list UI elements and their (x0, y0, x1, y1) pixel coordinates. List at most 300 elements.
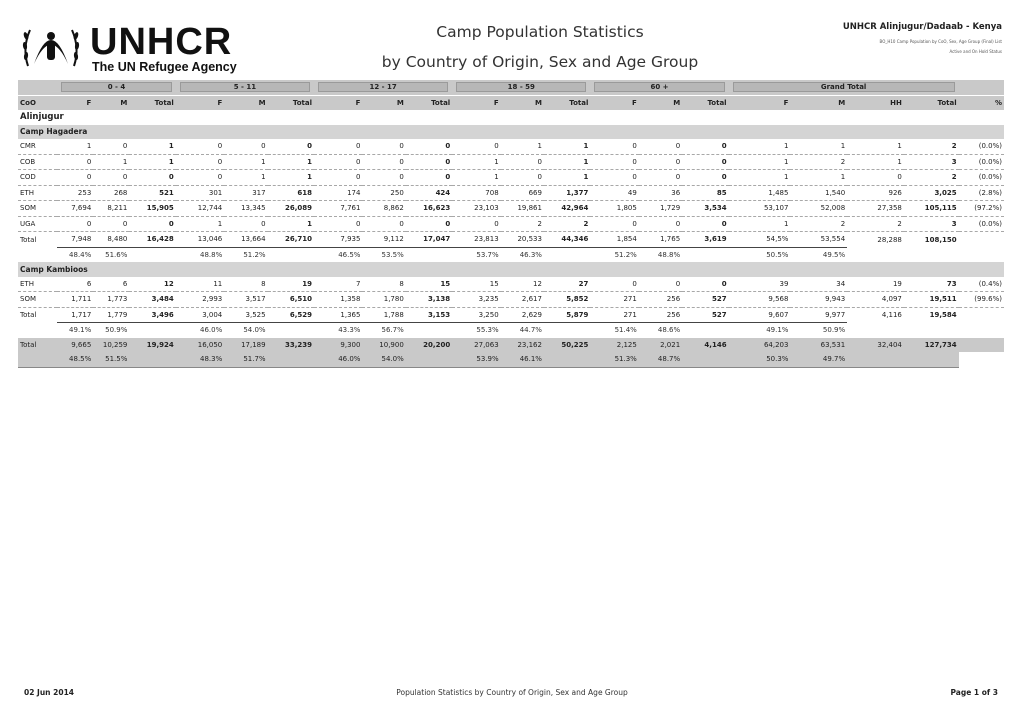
value-cell: 0 (176, 139, 224, 154)
value-cell: 6 (57, 277, 93, 292)
camp-percent-row (18, 247, 1004, 262)
value-cell (959, 232, 1004, 248)
value-cell: 0 (639, 154, 682, 170)
row-label: CMR (18, 139, 57, 154)
value-cell: 0 (590, 170, 638, 186)
value-cell: 19 (268, 277, 314, 292)
value-cell: 28,288 (877, 235, 902, 244)
male-percent: 51.6% (93, 247, 129, 262)
camp-total-row (18, 232, 1004, 248)
value-cell: 1 (224, 170, 267, 186)
value-cell: (99.6%) (959, 292, 1004, 308)
value-cell: 42,964 (544, 201, 590, 217)
value-cell: 23,103 (452, 201, 500, 217)
value-cell: 0 (406, 154, 452, 170)
value-cell: 527 (682, 292, 728, 308)
value-cell: 2,021 (639, 338, 682, 353)
spacer-cell (18, 247, 57, 262)
table-row (18, 292, 1004, 308)
value-cell: 52,008 (790, 201, 847, 217)
column-header: % (959, 95, 1004, 110)
value-cell: 708 (452, 185, 500, 201)
row-label: SOM (18, 201, 57, 217)
value-cell: 256 (666, 310, 681, 319)
status-filter: Active and On Hold Status (949, 49, 1002, 54)
value-cell: 669 (501, 185, 544, 201)
value-cell: 15 (406, 277, 452, 292)
spacer-cell (406, 352, 452, 367)
female-percent: 46.5% (314, 247, 362, 262)
value-cell: 0 (501, 170, 544, 186)
value-cell: (0.4%) (959, 277, 1004, 292)
location-label: Alinjugur (20, 112, 64, 123)
value-cell: 15 (452, 277, 500, 292)
value-cell: 0 (682, 277, 728, 292)
value-cell: 2 (847, 216, 904, 232)
value-cell: 6 (93, 277, 129, 292)
value-cell: 3,619 (704, 235, 727, 244)
footer-date: 02 Jun 2014 (24, 688, 75, 697)
male-percent: 51.2% (224, 247, 267, 262)
value-cell (959, 307, 1004, 323)
camp-header-row (18, 262, 1004, 277)
camp-percent-row (18, 323, 1004, 338)
table-row (18, 139, 1004, 154)
value-cell: 2 (904, 170, 959, 186)
column-header: Total (406, 95, 452, 110)
value-cell: 7,948 (71, 235, 92, 244)
column-header: Total (544, 95, 590, 110)
male-percent: 44.7% (501, 323, 544, 338)
report-code: BO_H10 Camp Population by CoO, Sex, Age Group (Final) List (879, 39, 1002, 44)
logo-wordmark: UNHCR (90, 21, 233, 63)
value-cell: 253 (57, 185, 93, 201)
value-cell: 19 (847, 277, 904, 292)
male-percent: 46.1% (501, 352, 544, 367)
location-row (18, 110, 1004, 125)
spacer-cell (682, 323, 728, 338)
value-cell: 10,900 (362, 338, 405, 353)
logo-tagline: The UN Refugee Agency (92, 60, 237, 74)
column-header: F (590, 95, 638, 110)
age-group-header (590, 80, 728, 95)
camp-name: Camp Kambioos (18, 262, 1004, 277)
value-cell (959, 338, 1004, 353)
spacer-cell (129, 352, 175, 367)
value-cell: 9,300 (314, 338, 362, 353)
value-cell: 0 (362, 154, 405, 170)
female-percent: 48.8% (176, 247, 224, 262)
value-cell: 3,484 (129, 292, 175, 308)
table-row (18, 216, 1004, 232)
column-header: CoO (18, 95, 57, 110)
camp-header-row (18, 125, 1004, 140)
value-cell: 26,089 (268, 201, 314, 217)
value-cell: 3,025 (904, 185, 959, 201)
value-cell: 1 (176, 216, 224, 232)
spacer-cell (682, 352, 728, 367)
spacer-cell (18, 80, 57, 95)
value-cell: 5,852 (544, 292, 590, 308)
value-cell: 1 (452, 170, 500, 186)
value-cell: 1 (790, 139, 847, 154)
value-cell: (0.0%) (959, 170, 1004, 186)
value-cell: 9,568 (729, 292, 791, 308)
value-cell: 3,525 (245, 310, 266, 319)
female-percent: 50.3% (729, 352, 791, 367)
value-cell: 2 (790, 154, 847, 170)
unhcr-emblem-icon (20, 22, 82, 72)
value-cell: 1 (501, 139, 544, 154)
female-percent: 49.1% (57, 323, 93, 338)
value-cell: 7,761 (314, 201, 362, 217)
spacer-cell (544, 247, 590, 262)
column-header: Total (682, 95, 728, 110)
value-cell: 3,496 (151, 310, 174, 319)
value-cell: 23,813 (474, 235, 499, 244)
spacer-cell (406, 323, 452, 338)
female-percent: 51.3% (590, 352, 638, 367)
value-cell: 108,150 (924, 235, 957, 244)
spacer-cell (904, 323, 959, 338)
value-cell: 0 (501, 154, 544, 170)
value-cell: 8 (362, 277, 405, 292)
male-percent: 54.0% (362, 352, 405, 367)
male-percent: 48.8% (639, 247, 682, 262)
report-title: Camp Population Statistics (436, 23, 644, 41)
value-cell: 1 (57, 139, 93, 154)
female-percent: 53.7% (452, 247, 500, 262)
female-percent: 48.4% (57, 247, 93, 262)
value-cell: 2 (544, 216, 590, 232)
value-cell: 10,259 (93, 338, 129, 353)
value-cell: 23,162 (501, 338, 544, 353)
value-cell: 9,112 (383, 235, 404, 244)
value-cell: 8,862 (362, 201, 405, 217)
value-cell: 2,617 (501, 292, 544, 308)
male-percent: 46.3% (501, 247, 544, 262)
value-cell: 1 (729, 139, 791, 154)
column-header: M (501, 95, 544, 110)
value-cell: 1 (544, 139, 590, 154)
value-cell: 1 (268, 170, 314, 186)
age-group-label: 12 - 17 (318, 82, 448, 92)
value-cell: 3,250 (478, 310, 499, 319)
value-cell: 1 (729, 216, 791, 232)
value-cell: 8 (224, 277, 267, 292)
female-percent: 50.5% (729, 247, 791, 262)
column-header: M (224, 95, 267, 110)
value-cell: (0.0%) (959, 139, 1004, 154)
female-percent: 55.3% (452, 323, 500, 338)
population-table (18, 80, 1004, 368)
male-percent: 49.5% (790, 247, 847, 262)
column-header: F (729, 95, 791, 110)
value-cell: 0 (57, 216, 93, 232)
value-cell: 1,729 (639, 201, 682, 217)
female-percent: 51.4% (590, 323, 638, 338)
column-header: F (57, 95, 93, 110)
value-cell: 16,428 (146, 235, 174, 244)
value-cell: 0 (590, 216, 638, 232)
value-cell: 11 (176, 277, 224, 292)
age-group-header-row (18, 80, 1004, 95)
spacer-cell (268, 323, 314, 338)
value-cell: 33,239 (268, 338, 314, 353)
value-cell: 73 (904, 277, 959, 292)
female-percent: 49.1% (729, 323, 791, 338)
value-cell: 12,744 (176, 201, 224, 217)
female-percent: 53.9% (452, 352, 500, 367)
value-cell: 256 (639, 292, 682, 308)
grand-total-row (18, 338, 1004, 353)
row-label: Total (18, 338, 57, 353)
value-cell: 1,717 (71, 310, 92, 319)
value-cell: 19,511 (904, 292, 959, 308)
value-cell: 0 (406, 216, 452, 232)
spacer-cell (18, 323, 57, 338)
value-cell: (97.2%) (959, 201, 1004, 217)
age-group-label: Grand Total (733, 82, 955, 92)
age-group-header (729, 80, 959, 95)
column-header: HH (847, 95, 904, 110)
value-cell: 9,977 (825, 310, 846, 319)
value-cell: 1,377 (544, 185, 590, 201)
value-cell: 0 (57, 170, 93, 186)
value-cell: 3,138 (406, 292, 452, 308)
age-group-header (452, 80, 590, 95)
column-header: Total (904, 95, 959, 110)
value-cell: 63,531 (790, 338, 847, 353)
value-cell: 16,050 (176, 338, 224, 353)
value-cell: 1 (224, 154, 267, 170)
value-cell: 1,540 (790, 185, 847, 201)
row-label: UGA (18, 216, 57, 232)
value-cell: 0 (639, 139, 682, 154)
female-percent: 48.5% (57, 352, 93, 367)
column-header: F (452, 95, 500, 110)
footer-title: Population Statistics by Country of Origin, Sex and Age Group (396, 688, 628, 697)
value-cell: 1,711 (57, 292, 93, 308)
value-cell: 0 (314, 216, 362, 232)
value-cell: 1,365 (340, 310, 361, 319)
spacer-cell (847, 323, 904, 338)
value-cell: 0 (224, 139, 267, 154)
value-cell: 926 (847, 185, 904, 201)
column-header-row (18, 95, 1004, 110)
value-cell: 317 (224, 185, 267, 201)
female-percent: 48.3% (176, 352, 224, 367)
value-cell: 50,225 (544, 338, 590, 353)
value-cell: 1 (847, 154, 904, 170)
female-percent: 51.2% (590, 247, 638, 262)
value-cell: 0 (847, 170, 904, 186)
value-cell: 8,480 (107, 235, 128, 244)
value-cell: 26,710 (284, 235, 312, 244)
row-label: ETH (18, 185, 57, 201)
row-label: COB (18, 154, 57, 170)
value-cell: 618 (268, 185, 314, 201)
value-cell: 19,924 (129, 338, 175, 353)
table-row (18, 277, 1004, 292)
age-group-label: 5 - 11 (180, 82, 310, 92)
value-cell: 0 (682, 139, 728, 154)
value-cell: 105,115 (904, 201, 959, 217)
row-label: Total (20, 311, 37, 319)
value-cell: 2,629 (521, 310, 542, 319)
spacer-cell (847, 352, 904, 367)
spacer-cell (544, 352, 590, 367)
male-percent: 49.7% (790, 352, 847, 367)
spacer-cell (18, 352, 57, 367)
value-cell: 0 (406, 170, 452, 186)
value-cell: 34 (790, 277, 847, 292)
female-percent: 46.0% (314, 352, 362, 367)
male-percent: 54.0% (224, 323, 267, 338)
value-cell: 13,345 (224, 201, 267, 217)
spacer-cell (904, 352, 959, 367)
spacer-cell (959, 80, 1004, 95)
value-cell: 64,203 (729, 338, 791, 353)
value-cell: (0.0%) (959, 216, 1004, 232)
value-cell: 0 (362, 216, 405, 232)
value-cell: 7 (314, 277, 362, 292)
value-cell: 0 (314, 154, 362, 170)
value-cell: 3,534 (682, 201, 728, 217)
spacer-cell (129, 247, 175, 262)
value-cell: 1 (729, 170, 791, 186)
value-cell: 20,533 (517, 235, 542, 244)
value-cell: 9,607 (768, 310, 789, 319)
value-cell: 0 (129, 170, 175, 186)
value-cell: 1,779 (107, 310, 128, 319)
value-cell: 3,517 (224, 292, 267, 308)
value-cell: 16,623 (406, 201, 452, 217)
age-group-header (57, 80, 176, 95)
value-cell: 1,773 (93, 292, 129, 308)
value-cell: 0 (129, 216, 175, 232)
value-cell: 49 (590, 185, 638, 201)
value-cell: 1,358 (314, 292, 362, 308)
value-cell: 2 (790, 216, 847, 232)
value-cell: 19,861 (501, 201, 544, 217)
value-cell: 0 (93, 139, 129, 154)
male-percent: 51.5% (93, 352, 129, 367)
value-cell: (2.8%) (959, 185, 1004, 201)
value-cell: 1,780 (362, 292, 405, 308)
value-cell: 0 (682, 170, 728, 186)
value-cell: 27 (544, 277, 590, 292)
value-cell: 1 (790, 170, 847, 186)
value-cell: 54,5% (766, 235, 789, 244)
value-cell: 4,097 (847, 292, 904, 308)
value-cell: 0 (314, 139, 362, 154)
value-cell: 53,107 (729, 201, 791, 217)
age-group-label: 0 - 4 (61, 82, 172, 92)
value-cell: 1,485 (729, 185, 791, 201)
male-percent: 50.9% (93, 323, 129, 338)
column-header: F (314, 95, 362, 110)
value-cell: 6,510 (268, 292, 314, 308)
value-cell: 1 (544, 154, 590, 170)
value-cell: 7,935 (340, 235, 361, 244)
value-cell: 32,404 (847, 338, 904, 353)
grand-percent-row (18, 352, 1004, 367)
male-percent: 53.5% (362, 247, 405, 262)
value-cell: 1 (268, 216, 314, 232)
value-cell: 0 (362, 139, 405, 154)
column-header: Total (129, 95, 175, 110)
value-cell: 1,854 (616, 235, 637, 244)
table-row (18, 154, 1004, 170)
female-percent: 43.3% (314, 323, 362, 338)
value-cell: 3 (904, 154, 959, 170)
value-cell: 3,153 (428, 310, 451, 319)
value-cell: 4,116 (881, 311, 902, 319)
age-group-label: 60 + (594, 82, 724, 92)
value-cell: 1 (268, 154, 314, 170)
value-cell: 3,235 (452, 292, 500, 308)
value-cell: 17,189 (224, 338, 267, 353)
value-cell: 0 (452, 139, 500, 154)
age-group-header (314, 80, 452, 95)
value-cell: 17,047 (423, 235, 451, 244)
column-header: Total (268, 95, 314, 110)
value-cell: 527 (711, 310, 727, 319)
office-name: UNHCR Alinjugur/Dadaab - Kenya (842, 22, 1002, 32)
value-cell: 0 (639, 170, 682, 186)
page-number: Page 1 of 3 (950, 688, 998, 697)
spacer-cell (847, 247, 904, 262)
value-cell: 1,788 (383, 310, 404, 319)
row-label: Total (20, 235, 37, 244)
table-row (18, 201, 1004, 217)
male-percent: 51.7% (224, 352, 267, 367)
value-cell: 2 (501, 216, 544, 232)
value-cell: 3 (904, 216, 959, 232)
value-cell: 85 (682, 185, 728, 201)
value-cell: 39 (729, 277, 791, 292)
value-cell: 1,765 (660, 235, 681, 244)
value-cell: 521 (129, 185, 175, 201)
value-cell: 0 (314, 170, 362, 186)
value-cell: 12 (501, 277, 544, 292)
table-row (18, 185, 1004, 201)
column-header: M (639, 95, 682, 110)
value-cell: 4,146 (682, 338, 728, 353)
value-cell: 250 (362, 185, 405, 201)
value-cell: 0 (682, 216, 728, 232)
value-cell: 1 (544, 170, 590, 186)
value-cell: 1 (729, 154, 791, 170)
spacer-cell (904, 247, 959, 262)
value-cell: 0 (452, 216, 500, 232)
value-cell: 27,063 (452, 338, 500, 353)
value-cell: (0.0%) (959, 154, 1004, 170)
spacer-cell (268, 247, 314, 262)
value-cell: 20,200 (406, 338, 452, 353)
value-cell: 8,211 (93, 201, 129, 217)
row-label: COD (18, 170, 57, 186)
value-cell: 27,358 (847, 201, 904, 217)
age-group-label: 18 - 59 (456, 82, 586, 92)
value-cell: 6,529 (289, 310, 312, 319)
value-cell: 13,664 (241, 235, 266, 244)
spacer-cell (268, 352, 314, 367)
value-cell: 174 (314, 185, 362, 201)
value-cell: 0 (639, 277, 682, 292)
spacer-cell (129, 323, 175, 338)
